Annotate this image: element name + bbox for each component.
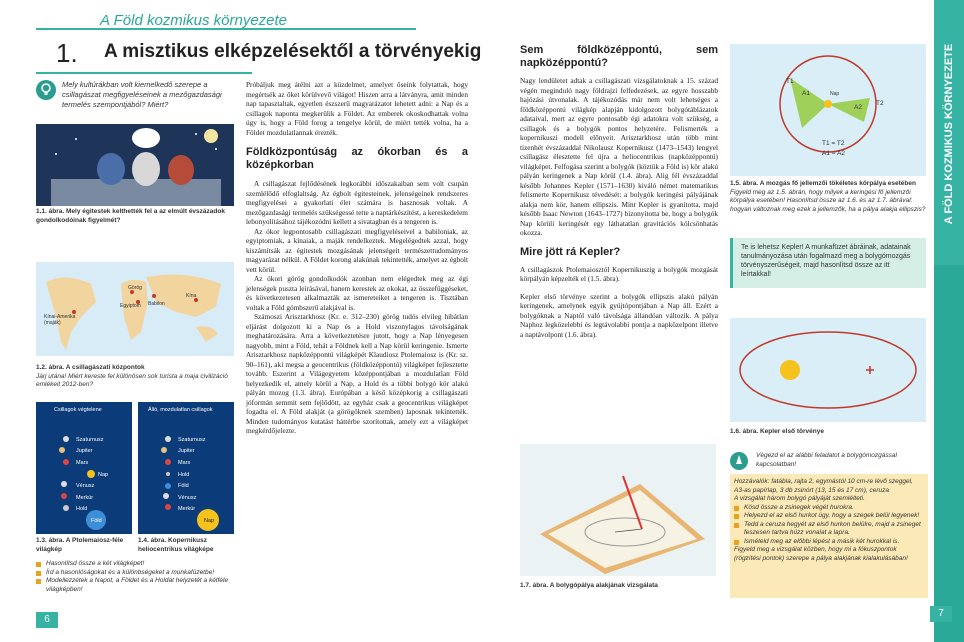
paragraph: A csillagászat fejlődésének legkorábbi időszakaiban sem volt csupán szemlélődő elfoglaltság. Az égbolt égitesteinek, jelenségeinek rendszeres megfigyelései a gyakorlati élet számára is hasznosak voltak. A mezőgazdasági termelés szükségessé tette a naptárkészítést, a kereskedelem lebonyolításához tájékozódni kellett a sivatagban és a tengeren is. [246,179,468,226]
paragraph: A csillagászok Ptolemaiosztól Kopernikuszig a bolygók mozgását körpályán képzelték el (1.5. ábra). [520,264,718,283]
list-item: Hasonlítsd össze a két világképet! [36,560,234,569]
diagram-label: Nap [830,91,840,97]
list-item: Helyezd el az első hurkot úgy, hogy a szegek belül legyenek! [734,512,924,521]
list-item: Írd a hasonlóságokat és a különbségeket a munkafüzetbe! [36,569,234,578]
paragraph: Az ókori görög gondolkodók azonban nem elégedtek meg az égi jelenségek puszta leírásával, hanem kerestek az okokat, az összefüggéseket, és következetesen alkalmazták az ismereteiket a tengeren is. Tisztában voltak a Föld gömbszerű alakjával is. [246,274,468,312]
figure-1-7-image [520,444,716,576]
diagram-label: A1 = A2 [822,150,845,157]
activity-intro: A vizsgálat három bolygó pályáját szemlélteti. [734,495,865,502]
map-label: Kína [186,293,197,299]
section-heading: Mire jött rá Kepler? [520,245,621,258]
figure-1-7-caption: 1.7. ábra. A bolygópálya alakjának vizsgálata [520,582,658,589]
figure-1-5-caption-title: 1.5. ábra. A mozgás fő jellemzői tökéletes körpálya esetében [730,180,916,187]
kepler-task-text: Te is lehetsz Kepler! A munkafüzet ábráinak, adatainak tanulmányozása után fogalmazd meg a bolygómozgás törvényszerűségeit, majd hasonlítsd össze az itt leírtakkal! [741,244,911,278]
section-band [36,12,416,30]
figure-1-2-caption-text: Járj utána! Miért kereste fel különösen sok turista a maja civilizáció emlékeit 2012-ben? [36,372,228,388]
map-label: Kínai-Amerika (maják) [44,314,76,326]
paragraph: Próbáljuk meg átélni azt a küzdelmet, amelyet őseink folytattak, hogy megértsék az őket körülvevő világot! Hiszen arra a látványra, amit minden nap tapasztaltak, egyetlen észszerű magyarázatot lehetett adni: a Nap és a csillagok naponta megkerülik a Földet. Az emberek okoskodhattak volna úgy is, hogy a Föld forog a tengelye körül, de miért tették volna, ha a Földet mozdulatlannak érezték. [246,80,468,137]
activity-steps [734,504,924,547]
figure-1-4-image [138,402,234,534]
chapter-underline [36,72,252,74]
list-item: Modellezzétek a Napot, a Földet és a Holdat helyzetét a kétféle világképben! [36,577,234,594]
figure-1-5-image [730,44,926,176]
activity-box [730,474,928,598]
figure-1-4-caption: 1.4. ábra. Kopernikusz heliocentrikus világképe [138,537,214,553]
diagram-label: T1 [786,78,794,85]
paragraph: Az ókor legpontosabb csillagászati megfigyeléseivel a babiloniak, az egyiptomiak, a kínaiak, a maják rendelkeztek. Megelégedtek azzal, hogy kiszámítsák az égitestek mozgásának jelenségeit természettudományos magyarázat nélkül. A Földet korong alakúnak tekintették, amelyet az égbolt vett körül. [246,226,468,274]
planet-label: Jupiter [178,448,195,454]
planet-label: Hold [76,506,88,512]
section-heading: Földközpontúság az ókorban és a középkorban [246,146,468,171]
activity-icon [730,452,748,470]
planet-label: Föld [91,518,102,524]
side-tab-label: A FÖLD KOZMIKUS KÖRNYEZETE [943,43,955,225]
diagram-label: A1 [802,90,810,97]
diagram-label: T2 [876,100,884,107]
diagram-label: A2 [854,104,862,111]
planet-label: Szaturnusz [76,437,104,443]
figure-1-3-image [36,402,132,534]
kepler-task-box [730,238,926,288]
list-item: Kösd össze a zsinegek végét hurokra. [734,504,924,513]
figure-1-2-caption-title: 1.2. ábra. A csillagászati központok [36,364,145,371]
chapter-number: 1. [56,38,78,68]
page-number-left: 6 [36,612,58,628]
paragraph: Számoszi Arisztarkhosz (Kr. e. 312–230) görög tudós elvileg hibátlan eljárást dolgozott ki a Nap és a Hold viszonylagos távolságának meghatározására. Arra a következtetésre jutott, hogy a Nap lényegesen nagyobb, mint a Föld, tehát a Földnek kell a Nap körül keringenie. Ismerte Arisztarkhosz napközéppontú világképét Klaudiosz Ptolemaiosz is (Kr. sz. 90–161), aki megsa a geocentrikus (földközéppontú) világképet fejlesztette tovább. Eszerint a Világegyetem középpontjában a mozdulatlan Föld helyezkedik el, amely körül a Nap, a Hold és a többi bolygó kör alakú pályán mozog (1.3. ábra). Európában a késő középkorig a csillagászati jóformán semmit sem fejlődött, az egyház csak a geocentrikus világképet fogadta el. A Föld alakját (a görögöknek szemben) laposnak tekintették. Minden tudományos kutatást háttérbe szorítottak, amely ezt a világképet megkérdőjelezte. [246,312,468,435]
map-label: Görög [128,285,142,291]
planet-label: Mars [178,460,191,466]
figure-1-2-caption [36,364,236,390]
activity-title: Végezd el az alábbi feladatot a bolygómozgással kapcsolatban! [756,452,897,468]
figure-1-1-caption: 1.1. ábra. Mely égitestek kelthették fel a az elmúlt évszázadok gondolkodóinak figyelmét? [36,208,225,224]
diagram-title: Álló, mozdulatlan csillagok [148,407,213,413]
left-task-list [36,560,234,594]
planet-label: Hold [178,472,190,478]
figure-1-6-image [730,318,926,422]
activity-closing: Figyeld meg a vizsgálat közben, hogy mi a fókuszpontok (rögzítési pontok) szerepe a pálya alakjának kialakulásában! [734,546,908,562]
planet-label: Merkúr [76,495,94,501]
diagram-title: Csillagok végtelene [54,407,102,413]
page-number-right: 7 [930,606,952,622]
planet-label: Jupiter [76,448,93,454]
paragraph: Nagy lendületet adtak a csillagászati vizsgálatoknak a 15. század végén meginduló nagy földrajzi felfedezések, az egyre hosszabb hajózási útvonalak. A tájékozódás már nem volt lehetséges a földközéppontú világkép alapján kidolgozott bolygótáblázatok adataival, mert az egyre pontosabb égi adatokra volt szükség, a csillagok és a bolygók pontos helyzetére. Felismerték a kopernikuszi modell előnyeit. Arisztarkhosz után több mint tizenhét évszázaddal Nikolausz Kopernikusz (1473–1543) lengyel csillagász élesztette fel újra a heliocentrikus (napközéppontú) világképet. Felfogása szerint a bolygók (köztük a Föld is) kör alakú pályán keringenek a Nap körül (1.4. ábra). Alig fél évszázaddal később Johannes Kepler (1571–1630) kiváló német matematikus felismerte Kopernikusz tévedését: a bolygók keringési pályájának alakja nem kör, hanem ellipszis. Mint Kepler is gyanította, majd később Isaac Newton (1643–1727) bizonyította be, hogy a bolygók Nap körüli keringését egy láthatatlan gravitációs kölcsönhatás okozza. [520,76,718,237]
text-column-right [520,44,718,339]
list-item: Ismételd meg az előbbi lépést a másik két hurokkal is. [734,538,924,547]
planet-label: Nap [98,472,109,478]
map-label: Egyiptom [120,303,141,309]
planet-label: Vénusz [76,483,95,489]
figure-1-1-image [36,124,234,206]
planet-label: Nap [204,518,215,524]
planet-label: Vénusz [178,495,197,501]
figure-1-6-caption: 1.6. ábra. Kepler első törvénye [730,428,824,435]
paragraph: Kepler első törvénye szerint a bolygók ellipszis alakú pályán keringenek, amelynek egyik gyújtópontjában a Nap áll. Ezért a bolygóknak a Naptól való távolsága állandóan változik. A pálya Naphoz legközelebbi és legtávolabbi pontja a napközelpont illetve a naptávolpont (1.6. ábra). [520,291,718,339]
section-heading: Sem földközéppontú, sem napközéppontú? [520,44,718,69]
intro-question: Mely kultúrákban volt kiemelkedő szerepe a csillagászat megfigyeléseinek a mezőgazdasági termelés szempontjából? Miért? [62,80,222,109]
figure-1-2-image [36,262,234,356]
lightbulb-icon [36,80,56,100]
planet-label: Mars [76,460,89,466]
figure-1-3-caption: 1.3. ábra. A Ptolemaiosz-féle világkép [36,537,124,553]
text-column-left [246,80,468,436]
planet-label: Föld [178,483,189,489]
chapter-title: A misztikus elképzelésektől a törvényekig [104,41,482,62]
activity-materials: Hozzávalók: fatábla, rajta 2, egymástól 10 cm-re lévő szeggel, A3-as papírlap, 3 db zsinórt (13, 15 és 17 cm), ceruza [734,478,913,494]
figure-1-5-caption [730,180,928,214]
map-label: Babilon [148,301,165,307]
diagram-label: T1 = T2 [822,140,845,147]
planet-label: Szaturnusz [178,437,206,443]
section-title: A Föld kozmikus környezete [100,12,288,29]
planet-label: Merkúr [178,506,196,512]
figure-1-5-caption-text: Figyeld meg az 1.5. ábrán, hogy milyek a keringési fő jellemzői körpálya esetében! Hasonlítsd össze az 1.6. és az 1.7. ábrával: hogyan változnak meg ezek a jellemzők, ha a pálya alakja ellipszis? [730,188,926,213]
list-item: Tedd a ceruza hegyét az első hurkon belülre, majd a zsineget feszesen tartva húzz vonalat a lapra. [734,521,924,538]
